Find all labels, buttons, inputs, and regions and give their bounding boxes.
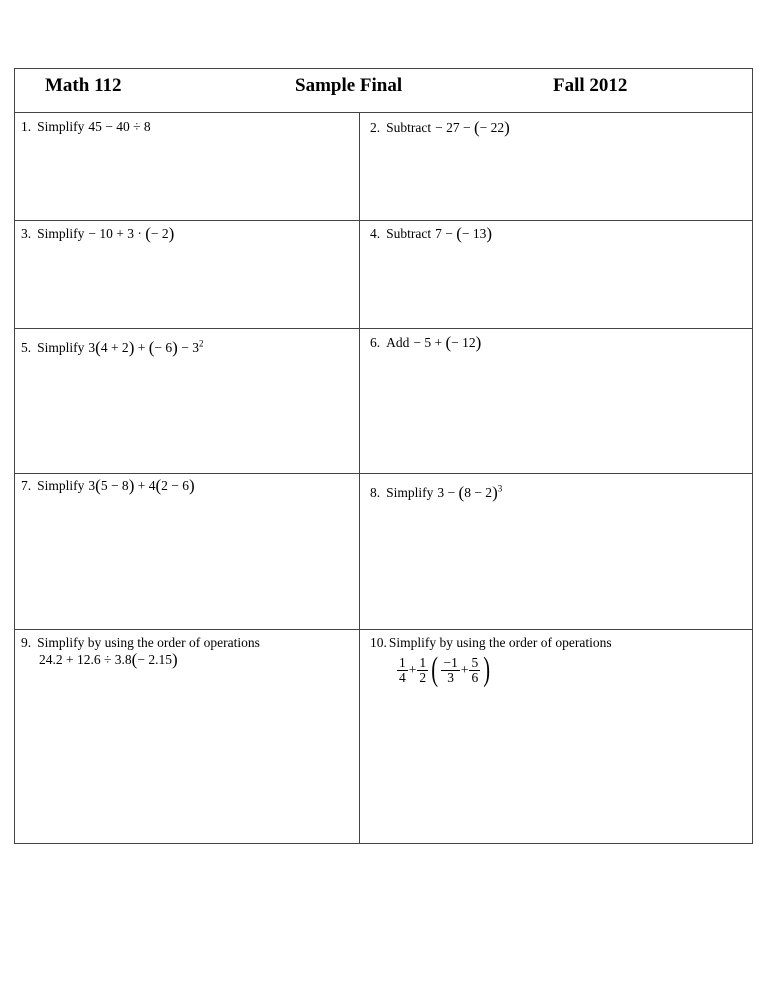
exam-sheet bbox=[14, 68, 753, 844]
problem-5-expression: 3(4 + 2) + (− $6) - 3^2$ bbox=[88, 337, 204, 357]
course-name: Math 112 bbox=[45, 75, 122, 96]
problem-2: 2. Subtract − 27 − (− 22) bbox=[370, 118, 510, 137]
problem-4-expression: 7 − (− 13) bbox=[435, 224, 493, 243]
problem-4: 4. Subtract 7 − (− 13) bbox=[370, 224, 493, 243]
problem-3-expression: − 10 + 3 · (− 2) bbox=[88, 224, 175, 243]
problem-1: 1. Simplify 45 − 40 ÷ 8 bbox=[21, 119, 151, 134]
problem-7: 7. Simplify 3(5 − 8) + 4(2 − 6) bbox=[21, 476, 195, 495]
problem-8-expression: $3 - (8 - 2)^3$ bbox=[437, 482, 503, 502]
problem-6-expression: − 5 + (− 12) bbox=[413, 333, 482, 352]
problem-10: 10. Simplify by using the order of operations $\frac{1}{4}$ + $\frac{1}{2}$ ( $\frac{-1}{3}$ + $\frac{5}{6}$ ) bbox=[370, 635, 612, 688]
problem-6: 6. Add − 5 + (− 12) bbox=[370, 333, 482, 352]
exam-term: Fall 2012 bbox=[553, 75, 628, 96]
problem-9-expression: 24.2 + 12.6 ÷ 3.8(− 2.15) bbox=[39, 650, 178, 669]
problem-2-expression: − 27 − (− 22) bbox=[435, 118, 510, 137]
fraction-3: $\frac{-1}{3}$ bbox=[443, 654, 458, 685]
fraction-1: $\frac{1}{4}$ bbox=[399, 654, 406, 685]
problem-9: 9. Simplify by using the order of operations 24.2 + 12.6 ÷ 3.8(− 2.15) bbox=[21, 635, 260, 669]
column-divider bbox=[359, 113, 360, 843]
problem-5: 5. Simplify 3(4 + 2) + (− $6) - 3^2$ bbox=[21, 337, 204, 357]
row-divider-2 bbox=[15, 328, 752, 329]
problem-8: 8. Simplify $3 - (8 - 2)^3$ bbox=[370, 482, 503, 502]
row-divider-4 bbox=[15, 629, 752, 630]
fraction-4: $\frac{5}{6}$ bbox=[471, 654, 479, 685]
row-divider-3 bbox=[15, 473, 752, 474]
fraction-2: $\frac{1}{2}$ bbox=[419, 654, 427, 685]
row-divider-1 bbox=[15, 220, 752, 221]
problem-7-expression: 3(5 − 8) + 4(2 − 6) bbox=[88, 476, 195, 495]
problem-10-expression: $\frac{1}{4}$ + $\frac{1}{2}$ ( $\frac{-1}{3}$ + $\frac{5}{6}$ ) bbox=[399, 651, 491, 688]
problem-1-expression: 45 − 40 ÷ 8 bbox=[88, 119, 151, 134]
exam-title: Sample Final bbox=[295, 75, 403, 96]
exam-header bbox=[15, 69, 752, 113]
problem-3: 3. Simplify − 10 + 3 · (− 2) bbox=[21, 224, 175, 243]
